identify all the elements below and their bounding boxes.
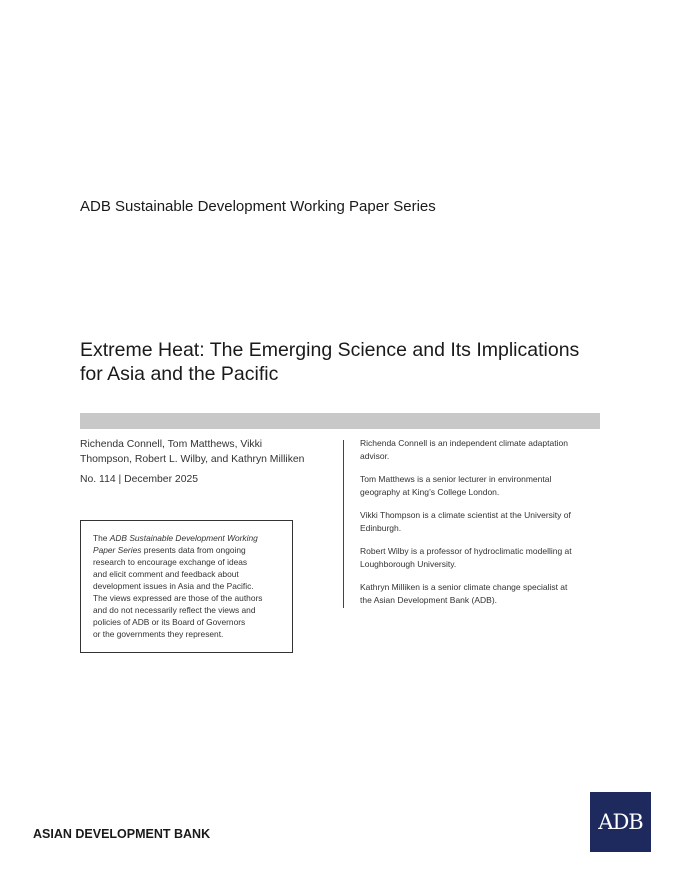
paper-title-line-2: for Asia and the Pacific — [80, 363, 279, 385]
disclaimer-text-8: policies of ADB or its Board of Governors — [93, 617, 246, 627]
bio-milliken-line-1: Kathryn Milliken is a senior climate change specialist at — [360, 582, 568, 592]
bio-connell-line-1: Richenda Connell is an independent climate adaptation — [360, 438, 568, 448]
series-title: ADB Sustainable Development Working Paper Series — [80, 198, 436, 215]
paper-title — [80, 338, 600, 386]
disclaimer-box — [80, 520, 293, 653]
bio-thompson-line-1: Vikki Thompson is a climate scientist at the University of — [360, 510, 571, 520]
author-bios — [360, 437, 600, 617]
authors-line-2: Thompson, Robert L. Wilby, and Kathryn Milliken — [80, 454, 305, 465]
disclaimer-text-9: or the governments they represent. — [93, 629, 224, 639]
bio-wilby-line-2: Loughborough University. — [360, 559, 457, 569]
disclaimer-series-name-1: ADB Sustainable Development Working — [109, 533, 258, 543]
bio-milliken — [360, 581, 600, 607]
disclaimer-prefix: The — [93, 533, 110, 543]
disclaimer-text-6: The views expressed are those of the authors — [93, 593, 263, 603]
paper-title-line-1: Extreme Heat: The Emerging Science and Its Implications — [80, 339, 580, 361]
adb-logo-text: ADB — [598, 810, 643, 834]
bio-matthews — [360, 473, 600, 499]
bio-thompson-line-2: Edinburgh. — [360, 523, 402, 533]
adb-logo — [590, 792, 651, 852]
authors — [80, 437, 320, 467]
disclaimer-text-7: and do not necessarily reflect the views and — [93, 605, 256, 615]
disclaimer-text-3: research to encourage exchange of ideas — [93, 557, 248, 567]
paper-number-date: No. 114 | December 2025 — [80, 474, 199, 485]
disclaimer-text-5: development issues in Asia and the Pacific. — [93, 581, 254, 591]
footer-bank-name: ASIAN DEVELOPMENT BANK — [33, 827, 211, 841]
bio-matthews-line-1: Tom Matthews is a senior lecturer in environmental — [360, 474, 552, 484]
bio-connell — [360, 437, 600, 463]
disclaimer-text-4: and elicit comment and feedback about — [93, 569, 239, 579]
column-divider — [343, 440, 344, 608]
bio-milliken-line-2: the Asian Development Bank (ADB). — [360, 595, 498, 605]
authors-line-1: Richenda Connell, Tom Matthews, Vikki — [80, 439, 263, 450]
bio-connell-line-2: advisor. — [360, 451, 390, 461]
disclaimer-series-name-2: Paper Series — [93, 545, 142, 555]
bio-matthews-line-2: geography at King’s College London. — [360, 487, 500, 497]
bio-wilby — [360, 545, 600, 571]
title-divider-bar — [80, 413, 600, 429]
bio-wilby-line-1: Robert Wilby is a professor of hydroclimatic modelling at — [360, 546, 572, 556]
disclaimer-text-1: presents data from ongoing — [141, 545, 246, 555]
bio-thompson — [360, 509, 600, 535]
